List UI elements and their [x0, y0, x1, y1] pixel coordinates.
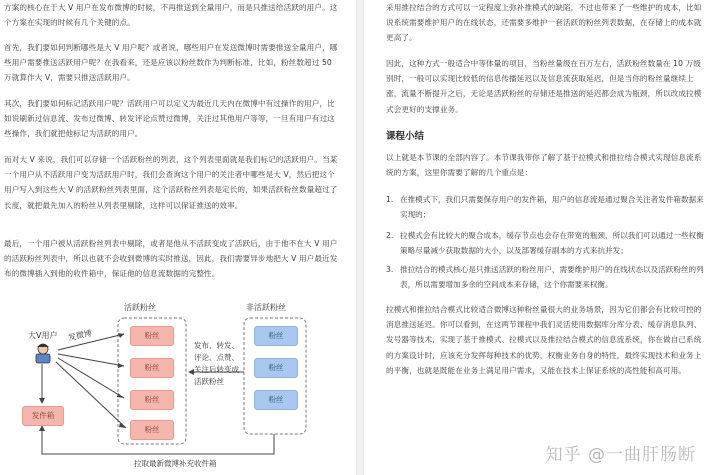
list-item [386, 262, 706, 292]
list-text: 拉模式会有比较大的聚合成本，缓存节点也会存在带宽的瓶颈，所以我们可以通过一些权衡策略尽量减少获取数据的大小，以及部署缓存副本的方式来抗并发； [400, 231, 704, 256]
book-gutter [356, 0, 364, 475]
active-fans-title: 活跃粉丝 [124, 303, 156, 312]
list-text: 推拉结合的模式核心是只推送活跃的粉丝用户，需要维护用户的在线状态以及活跃粉丝的列表，所以需要增加多余的空间成本来存储，这个你需要来权衡。 [400, 265, 704, 290]
paragraph: 而对大 V 来说，我们可以存储一个活跃粉丝的列表，这个列表里面就是我们标记的活跃用户。当某一个用户从不活跃用户变为活跃用户时，我们会查询这个用户的关注者中哪些是大 V，然后把这个用户写入到这些大 V 的活跃粉丝列表里面，这个活跃粉丝列表是定长的，如果活跃粉丝数量超过了长度，就把最先加入的粉丝从列表里剔除，这样可以保证推送的效率。 [4, 155, 338, 210]
paragraph: 最后，一个用户被从活跃粉丝列表中剔除，或者是他从不活跃变成了活跃后，由于他不在大 V 用户的活跃粉丝列表中，所以也就不会收到微博的实时推送，因此，我们需要异步地把大 V 用户最近发布的微博插入到他的收件箱中，保证他的信息流数据的完整性。 [4, 239, 338, 279]
list-number: 3. [386, 265, 394, 274]
list-text: 在推模式下，我们只需要保存用户的发件箱，用户的信息流是通过聚合关注者发件箱数据来实现的； [400, 195, 704, 220]
paragraph: 方案的核心在于大 V 用户在发布微博的时候，不再推送到全量用户，而是只推送给活跃的用户。这个方案在实现的时候有几个关键的点。 [4, 3, 338, 28]
list-number: 1. [386, 195, 394, 204]
big-v-label: 大V用户 [28, 331, 58, 340]
paragraph: 采用推拉结合的方式可以一定程度上弥补推模式的缺陷，不过也带来了一些维护的成本，比如说系统需要维护用户的在线状态，还需要多维护一套活跃的粉丝列表数据，在存储上的成本就更高了。 [386, 3, 702, 43]
inactive-fan: 粉丝 [254, 326, 298, 346]
list-item [386, 192, 706, 222]
post-label: 发微博 [67, 328, 93, 343]
paragraph: 首先，我们要如何判断哪些是大 V 用户呢？或者说，哪些用户在发送微博时需要推送全量用户，哪些用户需要推送活跃用户呢？在我看来，还是应该以粉丝数作为判断标准，比如，粉丝数超过 50 万就算作大 V，需要只推送活跃用户。 [4, 43, 338, 83]
pull-label: 拉取最新微博补充收件箱 [134, 459, 217, 468]
active-fan: 粉丝 [130, 390, 174, 410]
inactive-fans-title: 非活跃粉丝 [246, 303, 286, 312]
user-icon [32, 342, 54, 364]
list-number: 2. [386, 231, 394, 240]
inactive-fan: 粉丝 [254, 390, 298, 410]
active-fan: 粉丝 [130, 326, 174, 346]
push-pull-diagram [6, 300, 346, 472]
left-page [0, 0, 356, 475]
watermark: 知乎 @一曲肝肠断 [545, 445, 696, 465]
outbox-box: 发件箱 [22, 406, 64, 426]
paragraph: 以上就是本节课的全部内容了。本节课我带你了解了基于拉模式和推拉结合模式实现信息流系统的方案，这里你需要了解的几个重点是： [386, 153, 702, 178]
active-fan: 粉丝 [130, 420, 174, 440]
section-heading: 课程小结 [386, 131, 425, 142]
convert-note: 发布、转发、评论、点赞、关注后转变成活跃粉丝 [194, 341, 239, 386]
paragraph: 其次，我们要如何标记活跃用户呢？活跃用户可以定义为最近几天内在微博中有过操作的用户，比如说刷新过信息流、发布过微博、转发评论点赞过微博，关注过其他用户等等，一旦有用户有过这些操作，我们就把他标记为活跃的用户。 [4, 99, 335, 139]
paragraph: 因此，这种方式一般适合中等体量的项目，当粉丝量级在百万左右，活跃粉丝数量在 10 万级别时，一般可以实现比较低的信息传播延迟以及信息流获取延迟，但是当你的粉丝量继续上涨，流量不断提升之后，无论是活跃粉丝的存储还是推送的延迟都会成为瓶颈，所以改成拉模式会更好的支撑业务。 [386, 59, 702, 114]
paragraph: 拉模式和推拉结合模式比较适合微博这种粉丝量很大的业务场景，因为它们都会有比较可控的消息推送延迟。你可以看到，在这两节课程中我们灵活使用数据库分库分表、缓存消息队列、发号器等技术，实现了基于推模式、拉模式以及推拉结合模式的信息流系统，你在做自己系统的方案设计时，应该充分发挥每种技术的优势，权衡业务自身的特性，最终实现技术和业务上的平衡，也就是既能在业务上满足用户需求，又能在技术上保证系统的高性能和高可用。 [386, 305, 702, 375]
right-page [364, 0, 720, 475]
list-item [386, 228, 706, 258]
inactive-fan: 粉丝 [254, 358, 298, 378]
push-arrow [56, 362, 126, 428]
active-fan: 粉丝 [130, 358, 174, 378]
